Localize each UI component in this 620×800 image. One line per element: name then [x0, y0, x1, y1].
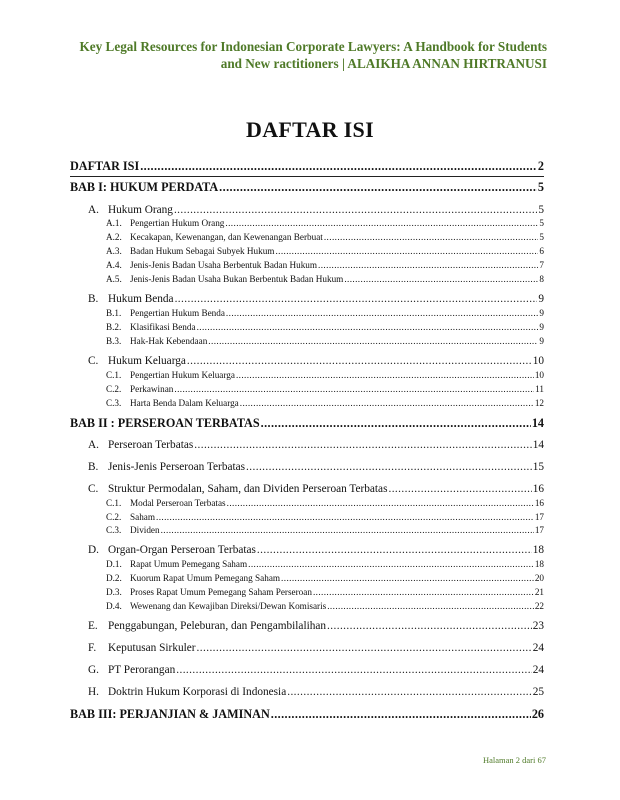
toc-entry-text: BAB II : PERSEROAN TERBATAS	[70, 416, 260, 430]
dot-leader	[194, 438, 531, 452]
dot-leader	[227, 496, 534, 510]
toc-entry-page-number: 2	[537, 159, 544, 173]
header-line-1: Key Legal Resources for Indonesian Corporate Lawyers: A Handbook for Students	[79, 39, 547, 54]
toc-entry-number: D.	[88, 544, 99, 556]
toc-entry[interactable]	[106, 599, 544, 613]
dot-leader	[156, 510, 534, 524]
toc-entry[interactable]	[106, 306, 544, 320]
toc-entry-page-number: 18	[534, 559, 544, 569]
toc-entry[interactable]	[106, 585, 544, 599]
toc-entry-label	[88, 663, 175, 677]
dot-leader	[187, 354, 532, 368]
toc-entry-page-number: 7	[539, 260, 544, 270]
toc-entry-text: Harta Benda Dalam Keluarga	[130, 398, 239, 408]
toc-entry-label	[106, 510, 155, 524]
toc-entry-page-number: 17	[534, 512, 544, 522]
toc-entry-page-number: 26	[531, 707, 544, 721]
dot-leader	[174, 382, 534, 396]
dot-leader	[175, 292, 538, 306]
toc-entry-number: D.3.	[106, 587, 122, 597]
toc-entry-number: A.	[88, 204, 99, 216]
toc-entry[interactable]	[106, 496, 544, 510]
toc-entry-text: Keputusan Sirkuler	[108, 642, 196, 654]
toc-entry-label	[106, 523, 160, 537]
toc-entry-page-number: 12	[534, 398, 544, 408]
dot-leader	[161, 523, 534, 537]
toc-entry-text: Hak-Hak Kebendaan	[130, 336, 208, 346]
toc-entry-number: E.	[88, 620, 98, 632]
toc-entry-number: C.3.	[106, 398, 122, 408]
dot-leader	[261, 416, 531, 430]
dot-leader	[140, 159, 537, 173]
toc-entry-number: B.2.	[106, 322, 122, 332]
toc-entry-page-number: 14	[531, 416, 544, 430]
header-line-2: and New ractitioners | ALAIKHA ANNAN HIRTRANUSI	[220, 56, 547, 71]
page-title: DAFTAR ISI	[246, 117, 374, 142]
toc-entry[interactable]	[70, 416, 544, 430]
toc-entry-label	[88, 354, 186, 368]
toc-entry[interactable]	[88, 438, 544, 452]
toc-entry[interactable]	[106, 272, 544, 286]
toc-entry-label	[106, 272, 343, 286]
toc-entry-page-number: 15	[532, 461, 544, 473]
toc-entry-page-number: 5	[538, 204, 544, 216]
toc-entry-page-number: 10	[534, 370, 544, 380]
toc-entry-page-number: 18	[532, 544, 544, 556]
toc-entry[interactable]	[88, 619, 544, 633]
toc-entry-text: BAB III: PERJANJIAN & JAMINAN	[70, 707, 270, 721]
toc-entry-page-number: 8	[539, 274, 544, 284]
toc-entry[interactable]	[88, 203, 544, 217]
toc-entry-page-number: 14	[532, 439, 544, 451]
dot-leader	[324, 230, 539, 244]
toc-entry-text: Organ-Organ Perseroan Terbatas	[108, 544, 256, 556]
dot-leader	[287, 685, 531, 699]
dot-leader	[271, 707, 531, 721]
toc-entry-page-number: 21	[534, 587, 544, 597]
toc-entry-label	[106, 368, 235, 382]
toc-entry-page-number: 17	[534, 525, 544, 535]
toc-entry-label	[88, 641, 196, 655]
toc-entry-number: B.1.	[106, 308, 122, 318]
dot-leader	[275, 244, 538, 258]
toc-entry-page-number: 5	[539, 232, 544, 242]
toc-entry-text: Perseroan Terbatas	[108, 439, 194, 451]
toc-entry-label	[88, 203, 173, 217]
toc-entry-text: Badan Hukum Sebagai Subyek Hukum	[130, 246, 275, 256]
toc-entry[interactable]	[88, 641, 544, 655]
toc-entry-text: Pengertian Hukum Orang	[130, 218, 225, 228]
toc-entry[interactable]	[88, 685, 544, 699]
toc-entry-text: Klasifikasi Benda	[130, 322, 196, 332]
toc-entry-page-number: 9	[539, 322, 544, 332]
toc-entry-label	[106, 334, 207, 348]
dot-leader	[313, 585, 534, 599]
toc-entry-number: G.	[88, 664, 99, 676]
toc-entry-page-number: 9	[539, 336, 544, 346]
toc-entry-label	[70, 707, 270, 721]
toc-entry-label	[106, 382, 173, 396]
toc-entry[interactable]	[88, 663, 544, 677]
toc-entry-label	[106, 599, 326, 613]
toc-entry-label	[70, 159, 139, 173]
dot-leader	[219, 180, 537, 194]
toc-entry[interactable]	[106, 258, 544, 272]
toc-entry-label	[88, 460, 245, 474]
toc-entry-number: C.1.	[106, 370, 122, 380]
toc-entry-text: Wewenang dan Kewajiban Direksi/Dewan Komisaris	[130, 601, 327, 611]
toc-entry-text: DAFTAR ISI	[70, 159, 140, 173]
toc-entry-page-number: 11	[535, 384, 544, 394]
toc-entry[interactable]	[106, 230, 544, 244]
toc-entry-number: A.	[88, 439, 99, 451]
toc-entry[interactable]	[88, 292, 544, 306]
toc-entry-number: B.3.	[106, 336, 122, 346]
toc-entry-text: Doktrin Hukum Korporasi di Indonesia	[108, 686, 287, 698]
toc-entry-text: Perkawinan	[130, 384, 174, 394]
dot-leader	[226, 306, 538, 320]
toc-entry-number: A.1.	[106, 218, 122, 228]
dot-leader	[236, 368, 534, 382]
dot-leader	[248, 557, 534, 571]
dot-leader	[208, 334, 538, 348]
toc-entry-label	[88, 482, 387, 496]
dot-leader	[225, 216, 538, 230]
toc-entry-number: B.	[88, 461, 99, 473]
toc-entry[interactable]	[88, 460, 544, 474]
toc-entry[interactable]	[106, 382, 544, 396]
toc-entry-number: C.2.	[106, 384, 122, 394]
toc-entry[interactable]	[88, 482, 544, 496]
toc-entry[interactable]	[106, 571, 544, 585]
toc-entry-text: Penggabungan, Peleburan, dan Pengambilalihan	[108, 620, 327, 632]
toc-entry-label	[106, 320, 196, 334]
toc-entry-number: A.4.	[106, 260, 122, 270]
toc-entry-text: Modal Perseroan Terbatas	[130, 498, 226, 508]
dot-leader	[246, 460, 532, 474]
toc-entry[interactable]	[88, 543, 544, 557]
toc-entry-label	[106, 230, 323, 244]
toc-entry-text: Proses Rapat Umum Pemegang Saham Perseroan	[130, 587, 312, 597]
toc-entry-text: Hukum Benda	[108, 293, 174, 305]
toc-entry-text: Jenis-Jenis Badan Usaha Bukan Berbentuk Badan Hukum	[130, 274, 344, 284]
toc-entry-text: Struktur Permodalan, Saham, dan Dividen Perseroan Terbatas	[108, 483, 388, 495]
dot-leader	[388, 482, 531, 496]
toc-entry-label	[70, 416, 260, 430]
toc-entry-page-number: 9	[539, 308, 544, 318]
toc-entry-label	[106, 258, 317, 272]
toc-entry-text: Kecakapan, Kewenangan, dan Kewenangan Berbuat	[130, 232, 323, 242]
toc-entry[interactable]	[106, 510, 544, 524]
toc-entry[interactable]	[106, 368, 544, 382]
toc-entry-page-number: 10	[532, 355, 544, 367]
toc-entry-text: PT Perorangan	[108, 664, 176, 676]
toc-entry-label	[88, 619, 326, 633]
dot-leader	[327, 599, 534, 613]
toc-entry-page-number: 6	[539, 246, 544, 256]
toc-entry-page-number: 5	[539, 218, 544, 228]
dot-leader	[281, 571, 534, 585]
toc-entry-text: Rapat Umum Pemegang Saham	[130, 559, 248, 569]
toc-entry-number: C.	[88, 355, 99, 367]
toc-entry-label	[106, 496, 226, 510]
toc-entry[interactable]	[106, 334, 544, 348]
dot-leader	[197, 641, 532, 655]
toc-entry-label	[106, 396, 239, 410]
toc-entry-page-number: 24	[532, 664, 544, 676]
toc-entry-page-number: 25	[532, 686, 544, 698]
toc-entry-text: Jenis-Jenis Badan Usaha Berbentuk Badan Hukum	[130, 260, 318, 270]
toc-entry-page-number: 22	[534, 601, 544, 611]
toc-entry[interactable]	[70, 159, 544, 173]
toc-entry-number: D.4.	[106, 601, 122, 611]
toc-entry-page-number: 16	[534, 498, 544, 508]
toc-entry-page-number: 9	[538, 293, 544, 305]
toc-entry-label	[88, 438, 193, 452]
toc-entry[interactable]	[106, 216, 544, 230]
toc-entry[interactable]	[106, 523, 544, 537]
toc-entry[interactable]	[70, 180, 544, 194]
dot-leader	[240, 396, 534, 410]
toc-entry[interactable]	[106, 396, 544, 410]
toc-entry-number: C.1.	[106, 498, 122, 508]
toc-entry-number: A.2.	[106, 232, 122, 242]
toc-entry-page-number: 24	[532, 642, 544, 654]
dot-leader	[257, 543, 532, 557]
toc-entry-number: H.	[88, 686, 99, 698]
toc-entry-number: A.5.	[106, 274, 122, 284]
toc-entry-label	[88, 685, 286, 699]
toc-entry-page-number: 5	[537, 180, 544, 194]
toc-entry-number: C.2.	[106, 512, 122, 522]
toc-entry-text: Dividen	[130, 525, 160, 535]
dot-leader	[176, 663, 531, 677]
dot-leader	[197, 320, 539, 334]
toc-entry-text: Jenis-Jenis Perseroan Terbatas	[108, 461, 246, 473]
toc-entry-text: Hukum Keluarga	[108, 355, 186, 367]
toc-entry-text: Pengertian Hukum Keluarga	[130, 370, 235, 380]
toc-entry-number: D.1.	[106, 559, 122, 569]
toc-entry[interactable]	[88, 354, 544, 368]
toc-entry-text: Pengertian Hukum Benda	[130, 308, 225, 318]
toc-entry[interactable]	[106, 244, 544, 258]
toc-entry-number: B.	[88, 293, 99, 305]
toc-entry-page-number: 20	[534, 573, 544, 583]
toc-entry-text: Kuorum Rapat Umum Pemegang Saham	[130, 573, 281, 583]
toc-entry-number: C.	[88, 483, 99, 495]
toc-entry-label	[88, 292, 174, 306]
dot-leader	[327, 619, 532, 633]
page-footer: Halaman 2 dari 67	[482, 755, 546, 765]
toc-entry-number: C.3.	[106, 525, 122, 535]
toc-entry-text: BAB I: HUKUM PERDATA	[70, 180, 219, 194]
toc-entry-label	[106, 557, 247, 571]
toc-entry[interactable]	[106, 320, 544, 334]
toc-entry-number: D.2.	[106, 573, 122, 583]
toc-entry-number: A.3.	[106, 246, 122, 256]
toc-entry[interactable]	[70, 707, 544, 721]
toc-entry-text: Hukum Orang	[108, 204, 173, 216]
toc-entry-label	[70, 180, 218, 194]
toc-entry-label	[106, 585, 312, 599]
toc-entry-label	[88, 543, 256, 557]
toc-entry-number: F.	[88, 642, 97, 654]
toc-entry-text: Saham	[130, 512, 156, 522]
toc-underline	[70, 176, 544, 177]
toc-entry-page-number: 23	[532, 620, 544, 632]
dot-leader	[318, 258, 538, 272]
dot-leader	[174, 203, 537, 217]
toc-entry-label	[106, 306, 225, 320]
toc-entry-label	[106, 216, 224, 230]
toc-entry-label	[106, 571, 280, 585]
toc-entry-label	[106, 244, 274, 258]
toc-entry[interactable]	[106, 557, 544, 571]
dot-leader	[344, 272, 538, 286]
toc-entry-page-number: 16	[532, 483, 544, 495]
